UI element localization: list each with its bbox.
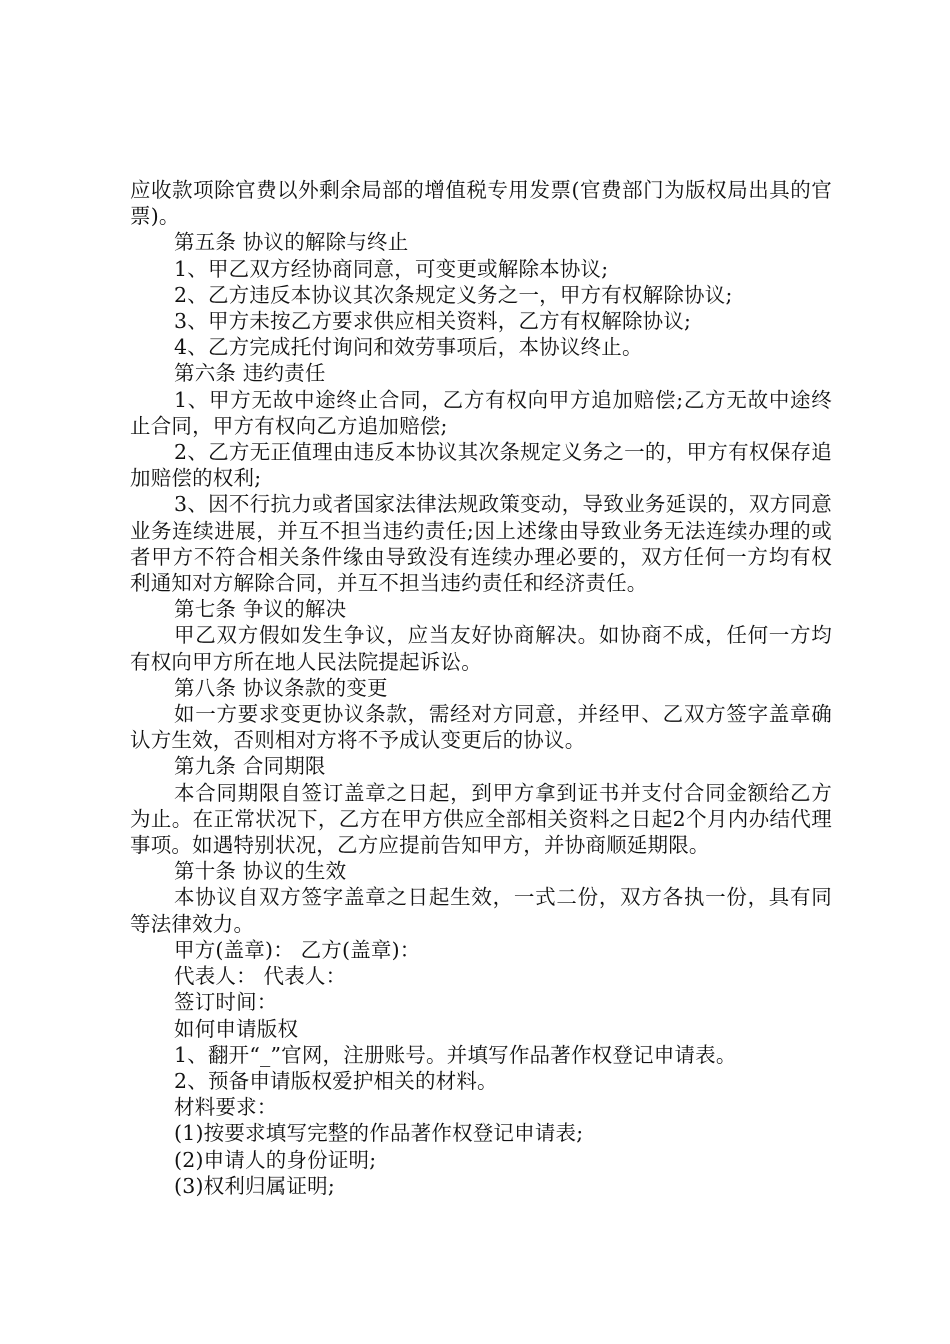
paragraph: 2、乙方无正值理由违反本协议其次条规定义务之一的，甲方有权保存追加赔偿的权利; — [130, 440, 832, 491]
signing-date: 签订时间： — [174, 990, 278, 1015]
paragraph: 本合同期限自签订盖章之日起，到甲方拿到证书并支付合同金额给乙方为止。在正常状况下，乙方在甲方供应全部相关资料之日起2个月内办结代理事项。如遇特别状况，乙方应提前告知甲方，并协商顺延期限。 — [130, 780, 832, 858]
section-heading-10: 第十条 协议的生效 — [174, 859, 347, 884]
materials-heading: 材料要求： — [174, 1095, 278, 1120]
section-heading-9: 第九条 合同期限 — [174, 754, 326, 779]
list-item: (1)按要求填写完整的作品著作权登记申请表; — [174, 1121, 584, 1146]
paragraph: 1、甲方无故中途终止合同，乙方有权向甲方追加赔偿;乙方无故中途终止合同，甲方有权向乙方追加赔偿; — [130, 387, 832, 438]
section-heading-5: 第五条 协议的解除与终止 — [174, 230, 409, 255]
list-item: (2)申请人的身份证明; — [174, 1147, 377, 1172]
document-body — [130, 177, 832, 1199]
paragraph: 4、乙方完成托付询问和效劳事项后，本协议终止。 — [174, 335, 643, 360]
paragraph: 应收款项除官费以外剩余局部的增值税专用发票(官费部门为版权局出具的官票)。 — [130, 178, 832, 229]
signature-representatives: 代表人： 代表人： — [174, 964, 347, 989]
paragraph: 3、因不行抗力或者国家法律法规政策变动，导致业务延误的，双方同意业务连续进展，并互不担当违约责任;因上述缘由导致业务无法连续办理的或者甲方不符合相关条件缘由导致没有连续办理必要的，双方任何一方均有权利通知对方解除合同，并互不担当违约责任和经济责任。 — [130, 492, 832, 596]
section-heading-6: 第六条 违约责任 — [174, 361, 326, 386]
list-item: 1、翻开“_”官网，注册账号。并填写作品著作权登记申请表。 — [174, 1042, 737, 1067]
list-item: (3)权利归属证明; — [174, 1173, 335, 1198]
copyright-heading: 如何申请版权 — [174, 1016, 299, 1041]
paragraph: 本协议自双方签字盖章之日起生效，一式二份，双方各执一份，具有同等法律效力。 — [130, 885, 832, 936]
paragraph: 2、乙方违反本协议其次条规定义务之一，甲方有权解除协议; — [174, 282, 733, 307]
section-heading-8: 第八条 协议条款的变更 — [174, 675, 388, 700]
signature-parties: 甲方(盖章)： 乙方(盖章)： — [174, 937, 421, 962]
paragraph: 1、甲乙双方经协商同意，可变更或解除本协议; — [174, 256, 609, 281]
paragraph: 如一方要求变更协议条款，需经对方同意，并经甲、乙双方签字盖章确认方生效，否则相对方将不予成认变更后的协议。 — [130, 702, 832, 753]
paragraph: 3、甲方未按乙方要求供应相关资料，乙方有权解除协议; — [174, 309, 692, 334]
list-item: 2、预备申请版权爱护相关的材料。 — [174, 1068, 498, 1093]
section-heading-7: 第七条 争议的解决 — [174, 597, 347, 622]
paragraph: 甲乙双方假如发生争议，应当友好协商解决。如协商不成，任何一方均有权向甲方所在地人民法院提起诉讼。 — [130, 623, 832, 674]
